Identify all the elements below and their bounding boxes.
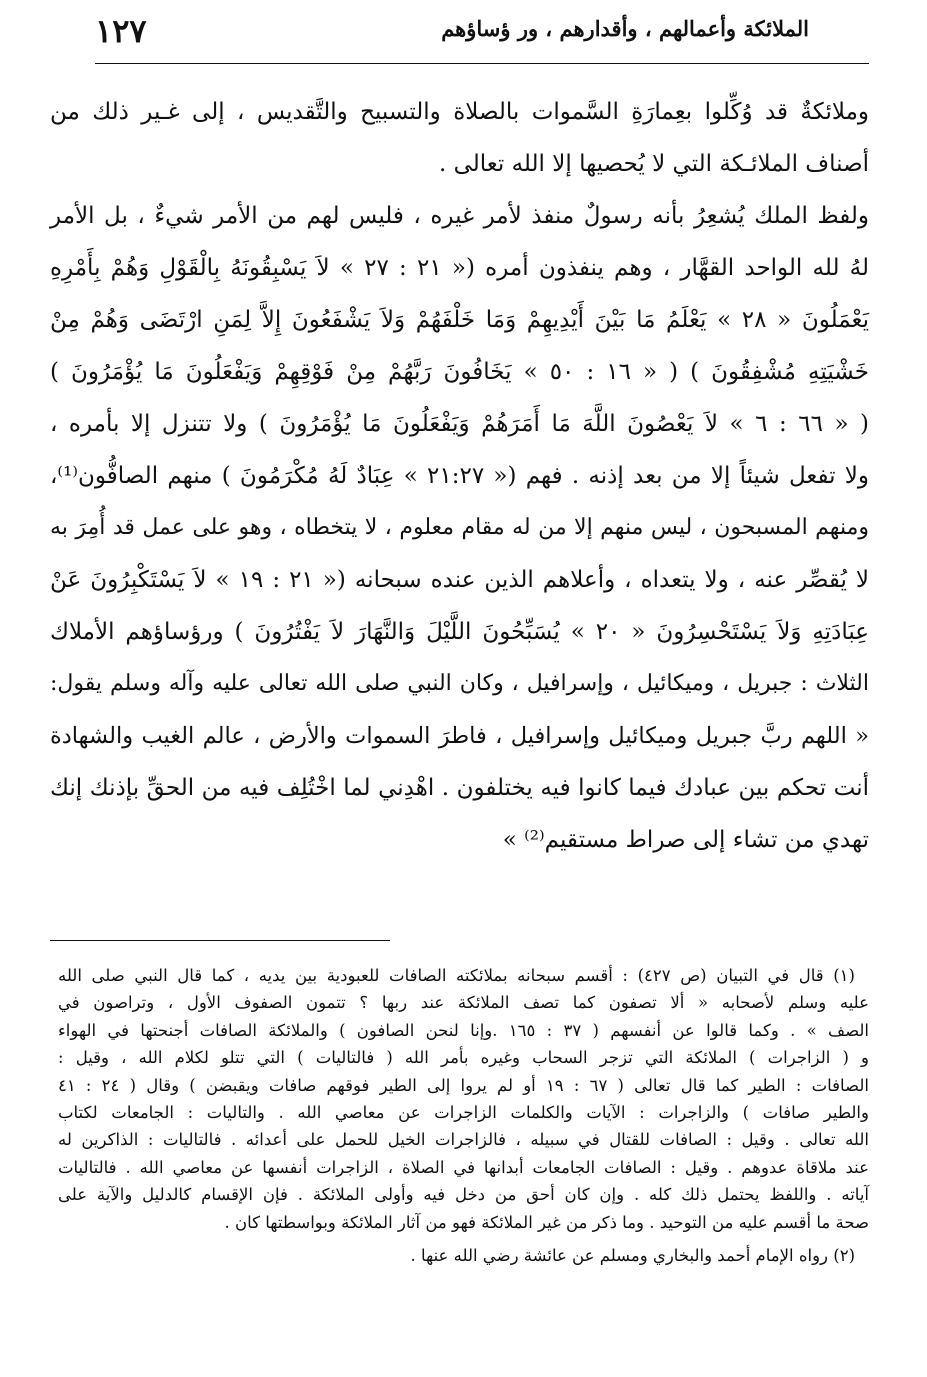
footnote-line: (١) قال في التبيان (ص ٤٢٧) : أقسم سبحانه بملائكته الصافات للعبودية بين يديه ، كما قال النبي صلى الله bbox=[58, 966, 855, 985]
running-title: الملائكة وأعمالهم ، وأقدارهم ، ور ؤساؤهم bbox=[441, 16, 809, 41]
text-line: أصناف الملائـكة التي لا يُحصيها إلا الله تعالى . bbox=[438, 151, 869, 177]
text-line: ومنهم المسبحون ، ليس منهم إلا من له مقام معلوم ، لا يتخطاه ، وهو على عمل قد أُمِرَ به bbox=[50, 515, 869, 540]
footnote-line: الله تعالى . وقيل : الصافات للقتال في سبيله ، فالزاجرات الخيل للحمل على أعدائه . فالتاليات : الذاكرين له bbox=[58, 1130, 869, 1150]
footnote-line: آياته . واللفظ يحتمل ذلك كله . وإن كان أحق من دخل فيه وأولى الملائكة . فإن الإقسام كالدليل والآية على bbox=[58, 1185, 869, 1205]
text-line: يَعْمَلُونَ « ٢٨ » يَعْلَمُ مَا بَيْنَ أَيْدِيهِمْ وَمَا خَلْفَهُمْ وَلاَ يَشْفَعُونَ إِلاَّ لِمَنِ ارْتَضَى وَهُمْ مِنْ bbox=[50, 307, 870, 333]
text-line: لا يُقصِّر عنه ، ولا يتعداه ، وأعلاهم الذين عنده سبحانه (« ٢١ : ١٩ » لاَ يَسْتَكْبِرُونَ عَنْ bbox=[50, 567, 869, 593]
text-line: الثلاث : جبريل ، وميكائيل ، وإسرافيل ، وكان النبي صلى الله تعالى عليه وآله وسلم يقول: bbox=[50, 671, 869, 696]
footnote-line: والطير صافات ) والزاجرات : الآيات والكلمات الزاجرات عن معاصي الله . والتاليات : الجامعات لكتاب bbox=[58, 1102, 869, 1122]
text-line: ولا تفعل شيئاً إلا من بعد إذنه . فهم (« ٢١:٢٧ » عِبَادٌ لَهُ مُكْرَمُونَ ) منهم الصافُّون⁽¹⁾، bbox=[50, 463, 870, 489]
footnote-line: الصف » . وكما قالوا عن أنفسهم ( ٣٧ : ١٦٥ .وإنا لنحن الصافون ) والملائكة الصافات أجنحتها في الهواء bbox=[58, 1020, 869, 1040]
text-line: عِبَادَتِهِ وَلاَ يَسْتَحْسِرُونَ « ٢٠ » يُسَبِّحُونَ اللَّيْلَ وَالنَّهَارَ لاَ يَفْتُرُونَ ) ورؤساؤهم الأملاك bbox=[50, 619, 869, 645]
text-line: وملائكةٌ قد وُكِّلوا بعِمارَةِ السَّموات بالصلاة والتسبيح والتَّقديس ، إلى غـير ذلك من bbox=[50, 99, 869, 125]
footnote-line: و ( الزاجرات ) الملائكة التي تزجر السحاب وغيره بأمر الله ( فالتاليات ) التي تتلو لكلام الله ، وقيل : bbox=[58, 1048, 869, 1068]
footnotes bbox=[58, 962, 869, 1269]
footnote-line: الصافات : الطير كما قال تعالى ( ٦٧ : ١٩ أو لم يروا إلى الطير فوقهم صافات ويقبضن ) وقال ( ٢٤ : ٤١ bbox=[58, 1075, 869, 1095]
text-line: ( « ٦٦ : ٦ » لاَ يَعْصُونَ اللَّهَ مَا أَمَرَهُمْ وَيَفْعَلُونَ مَا يُؤْمَرُونَ ) ولا تتنزل إلا بأمره ، bbox=[50, 411, 870, 437]
footnote-line: صحة ما أقسم عليه من التوحيد . وما ذكر من غير الملائكة فهو من آثار الملائكة وبواسطتها كان . bbox=[224, 1212, 869, 1232]
footnote-rule bbox=[50, 940, 390, 941]
text-line: لهُ لله الواحد القهَّار ، وهم ينفذون أمره (« ٢١ : ٢٧ » لاَ يَسْبِقُونَهُ بِالْقَوْلِ وَهُمْ بِأَمْرِهِ bbox=[50, 255, 870, 281]
footnote-line: عند ملاقاة عدوهم . وقيل : الصافات الجامعات أبدانها في الصلاة ، الزاجرات أنفسها عن معاصي الله . فالتاليات bbox=[58, 1157, 869, 1177]
footnote-2: (٢) رواه الإمام أحمد والبخاري ومسلم عن عائشة رضي الله عنها . bbox=[410, 1245, 855, 1265]
text-line: أنت تحكم بين عبادك فيما كانوا فيه يختلفون . اهْدِني لما اخْتُلِف فيه من الحقِّ بإذنك إنك bbox=[50, 775, 869, 801]
main-text bbox=[50, 86, 869, 866]
text-line: « اللهم ربَّ جبريل وميكائيل وإسرافيل ، فاطرَ السموات والأرض ، عالم الغيب والشهادة bbox=[50, 723, 869, 749]
text-line: تهدي من تشاء إلى صراط مستقيم⁽²⁾ » bbox=[502, 827, 869, 853]
footnote-line: عليه وسلم لأصحابه « ألا تصفون كما تصف الملائكة عند ربها ؟ تتمون الصفوف الأول ، وتراصون في bbox=[58, 993, 869, 1013]
header-rule bbox=[95, 63, 869, 64]
page-number: ١٢٧ bbox=[95, 12, 147, 50]
running-header bbox=[95, 12, 809, 54]
text-line: خَشْيَتِهِ مُشْفِقُونَ ) ( « ١٦ : ٥٠ » يَخَافُونَ رَبَّهُمْ مِنْ فَوْقِهِمْ وَيَفْعَلُونَ مَا يُؤْمَرُونَ ) bbox=[50, 359, 869, 385]
text-line: ولفظ الملك يُشعِرُ بأنه رسولٌ منفذ لأمر غيره ، فليس لهم من الأمر شيءٌ ، بل الأمر bbox=[50, 203, 869, 229]
